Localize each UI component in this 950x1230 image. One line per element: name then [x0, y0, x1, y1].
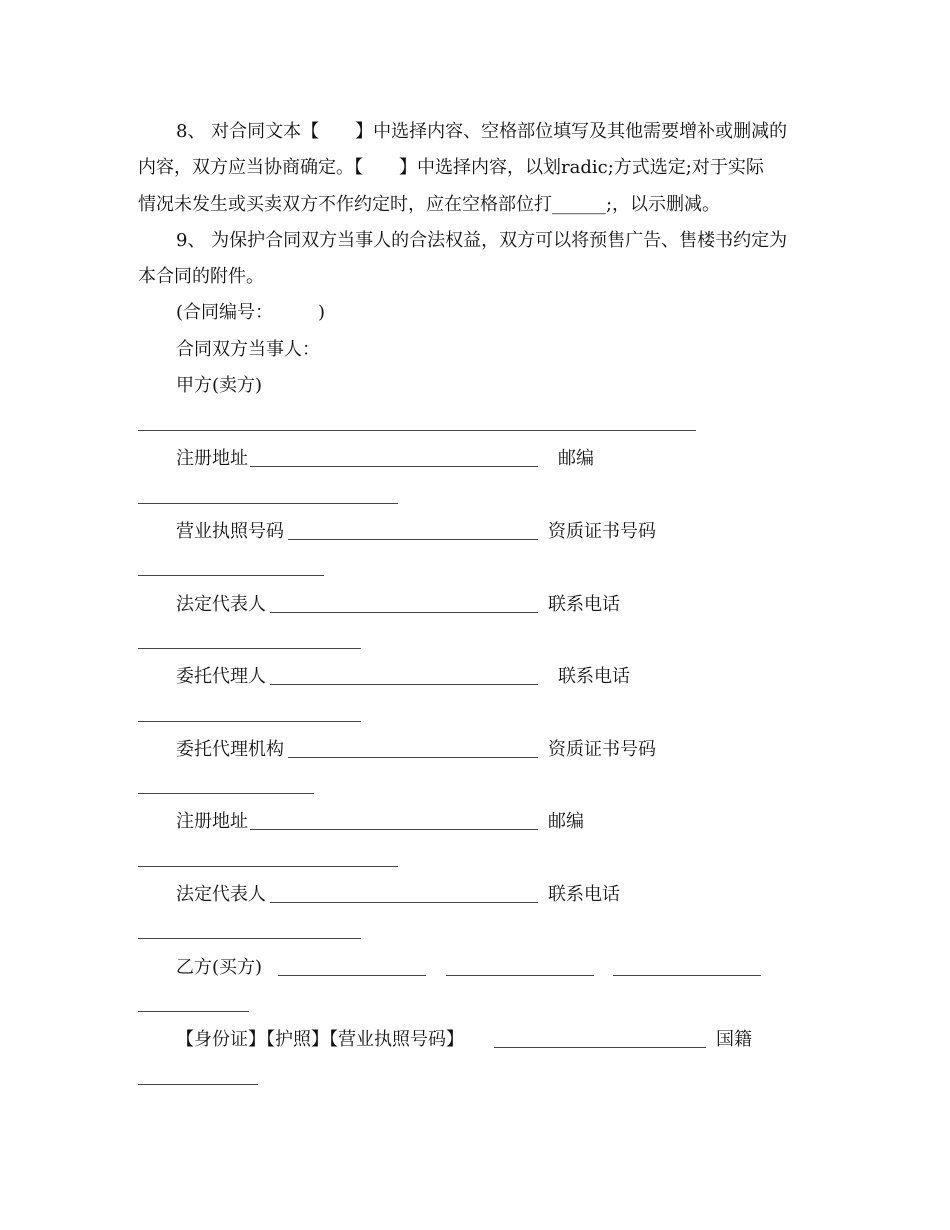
party-b-heading: 乙方(买方): [176, 957, 263, 978]
field-blank-secondary[interactable]: [138, 648, 361, 649]
party-a-name-blank[interactable]: [138, 430, 696, 431]
field-blank[interactable]: [288, 539, 538, 540]
field-label-secondary: 联系电话: [548, 884, 620, 905]
field-blank[interactable]: [270, 902, 538, 903]
field-blank[interactable]: [270, 612, 538, 613]
field-label: 注册地址: [176, 448, 248, 469]
field-blank-secondary[interactable]: [138, 575, 324, 576]
party-a-heading: 甲方(卖方): [176, 375, 263, 396]
id-number-blank[interactable]: [494, 1047, 706, 1048]
field-blank-secondary[interactable]: [138, 938, 361, 939]
field-label: 法定代表人: [176, 594, 266, 615]
field-label-secondary: 邮编: [548, 811, 584, 832]
clause-9-line-1: 9、 为保护合同双方当事人的合法权益，双方可以将预售广告、售楼书约定为: [176, 230, 788, 251]
party-b-blank-3[interactable]: [613, 975, 761, 976]
field-blank[interactable]: [250, 829, 538, 830]
field-blank-secondary[interactable]: [138, 721, 361, 722]
clause-8-line-2: 内容，双方应当协商确定。【 】中选择内容，以划radic;方式选定;对于实际: [138, 157, 764, 178]
contract-number: (合同编号： ): [176, 302, 326, 323]
contract-parties-heading: 合同双方当事人：: [176, 339, 320, 360]
nationality-blank[interactable]: [138, 1084, 258, 1085]
clause-8-line-1: 8、 对合同文本【 】中选择内容、空格部位填写及其他需要增补或删减的: [176, 121, 788, 142]
field-label: 法定代表人: [176, 884, 266, 905]
field-label-secondary: 资质证书号码: [548, 521, 656, 542]
clause-9-line-2: 本合同的附件。: [138, 266, 264, 287]
id-type-label: 【身份证】【护照】【营业执照号码】: [176, 1029, 464, 1050]
party-b-blank-2[interactable]: [446, 975, 594, 976]
field-blank[interactable]: [288, 757, 538, 758]
field-label: 委托代理机构: [176, 739, 284, 760]
field-blank-secondary[interactable]: [138, 793, 314, 794]
field-blank-secondary[interactable]: [138, 866, 398, 867]
clause-8-line-3: 情况未发生或买卖双方不作约定时，应在空格部位打______;，以示删减。: [138, 194, 721, 215]
field-blank[interactable]: [270, 684, 538, 685]
field-label-secondary: 联系电话: [548, 594, 620, 615]
field-blank-secondary[interactable]: [138, 503, 398, 504]
field-label: 营业执照号码: [176, 521, 284, 542]
field-label: 注册地址: [176, 811, 248, 832]
field-blank[interactable]: [250, 466, 538, 467]
field-label-secondary: 联系电话: [558, 666, 630, 687]
party-b-blank-4[interactable]: [138, 1011, 249, 1012]
field-label: 委托代理人: [176, 666, 266, 687]
field-label-secondary: 资质证书号码: [548, 739, 656, 760]
field-label-secondary: 邮编: [558, 448, 594, 469]
party-b-blank-1[interactable]: [278, 975, 426, 976]
nationality-label: 国籍: [716, 1029, 752, 1050]
